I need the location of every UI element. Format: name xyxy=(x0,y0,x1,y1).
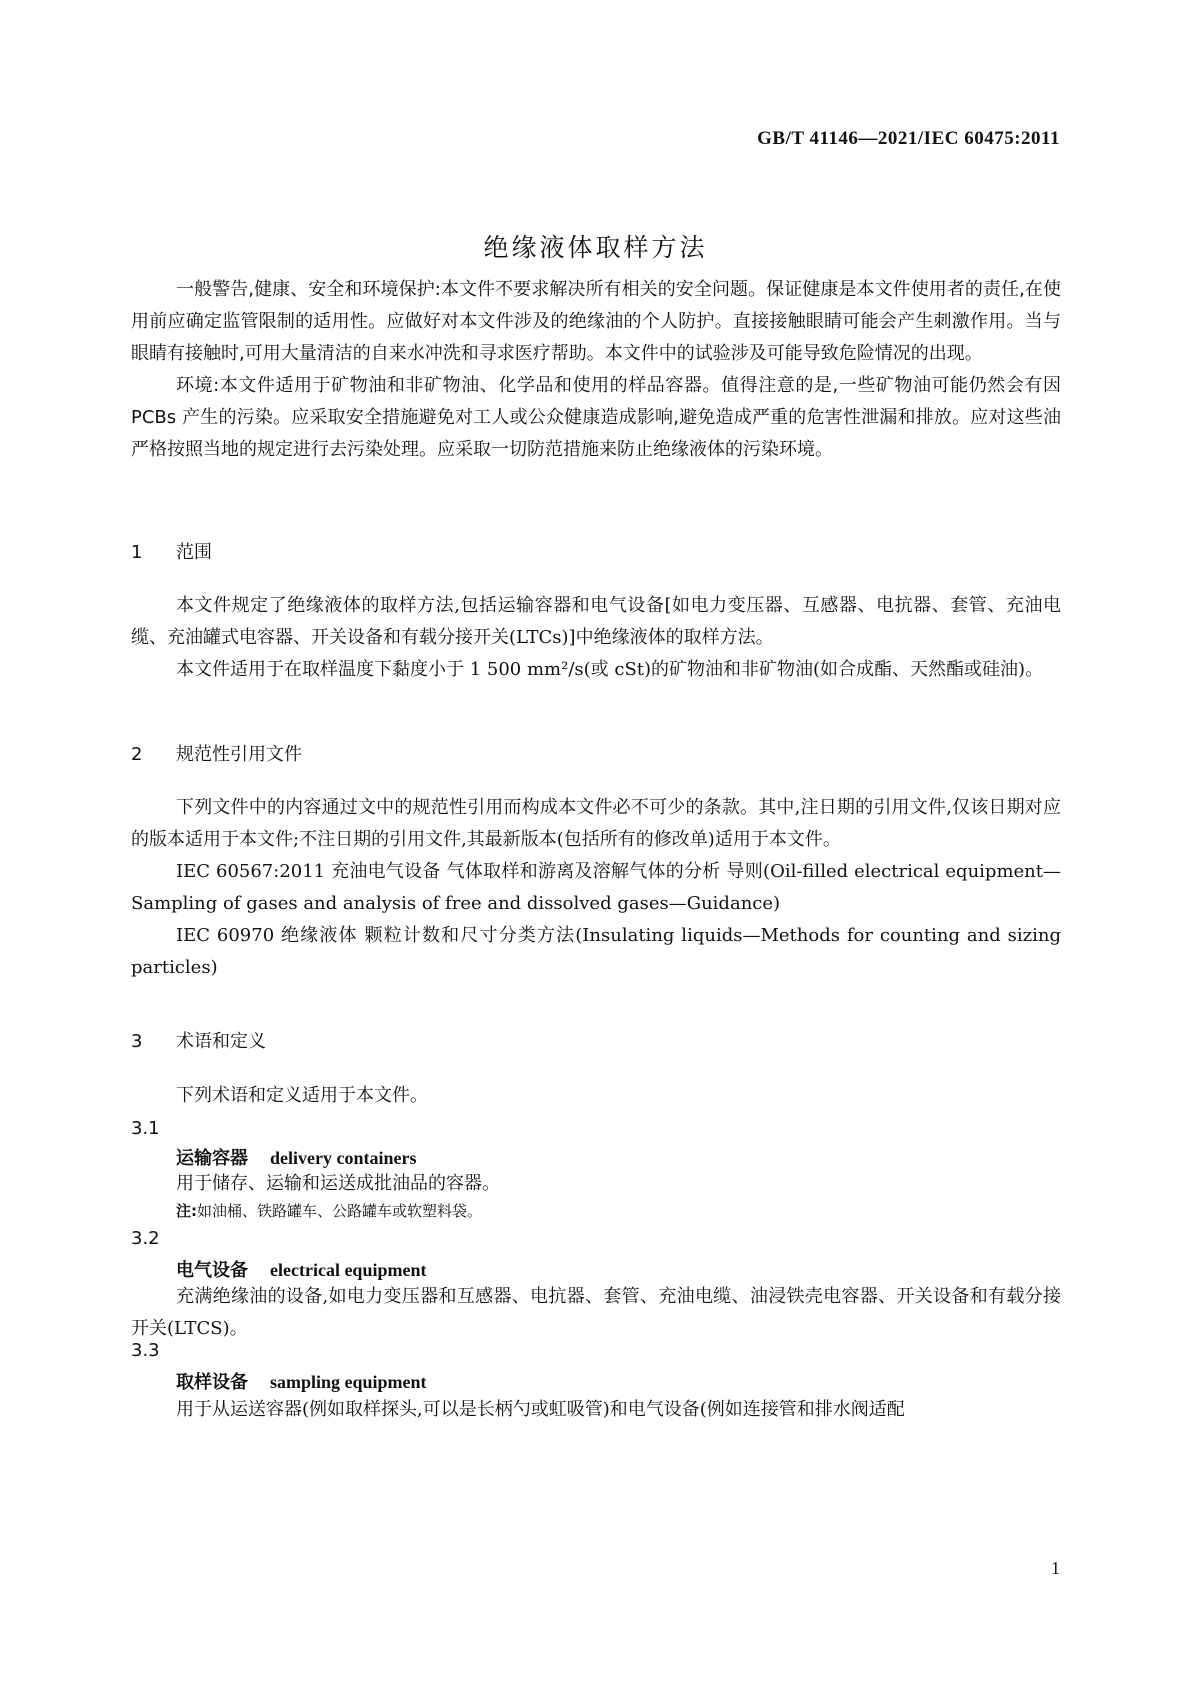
term-en: delivery containers xyxy=(270,1148,417,1168)
references-block xyxy=(131,792,1061,984)
reference-iec-60970: IEC 60970 绝缘液体 颗粒计数和尺寸分类方法(Insulating liquids—Methods for counting and sizing particles) xyxy=(131,925,1061,978)
term-number-3-1: 3.1 xyxy=(131,1118,160,1139)
term-number-3-3: 3.3 xyxy=(131,1340,160,1361)
warning-block xyxy=(131,274,1061,466)
term-note xyxy=(176,1200,482,1221)
term-en: electrical equipment xyxy=(270,1260,427,1280)
section-heading-scope xyxy=(131,538,212,564)
term-electrical-equipment xyxy=(176,1256,426,1282)
term-number-3-2: 3.2 xyxy=(131,1228,160,1249)
term-definition: 用于从运送容器(例如取样探头,可以是长柄勺或虹吸管)和电气设备(例如连接管和排水阀适配 xyxy=(176,1399,905,1420)
term-sampling-equipment xyxy=(176,1368,427,1394)
section-number: 3 xyxy=(131,1031,143,1052)
scope-block xyxy=(131,590,1061,686)
term-zh: 取样设备 xyxy=(176,1372,248,1393)
term-zh: 电气设备 xyxy=(176,1260,248,1281)
note-text: 如油桶、铁路罐车、公路罐车或软塑料袋。 xyxy=(197,1202,483,1220)
section-number: 1 xyxy=(131,542,143,563)
term-definition: 充满绝缘油的设备,如电力变压器和互感器、电抗器、套管、充油电缆、油浸铁壳电容器、开关设备和有载分接开关(LTCS)。 xyxy=(131,1286,1061,1339)
reference-iec-60567: IEC 60567:2011 充油电气设备 气体取样和游离及溶解气体的分析 导则(Oil-filled electrical equipment—Sampling of gases and analysis of free and dissolved gases—Guidance) xyxy=(131,861,1061,914)
section-heading-terms xyxy=(131,1027,266,1053)
section-title: 规范性引用文件 xyxy=(176,744,302,765)
standard-code: GB/T 41146—2021/IEC 60475:2011 xyxy=(757,128,1060,149)
environment-paragraph: 环境:本文件适用于矿物油和非矿物油、化学品和使用的样品容器。值得注意的是,一些矿物油可能仍然会有因 PCBs 产生的污染。应采取安全措施避免对工人或公众健康造成影响,避免造成严重的危害性泄漏和排放。应对这些油严格按照当地的规定进行去污染处理。应采取一切防范措施来防止绝缘液体的污染环境。 xyxy=(131,375,1061,460)
general-warning-paragraph: 一般警告,健康、安全和环境保护:本文件不要求解决所有相关的安全问题。保证健康是本文件使用者的责任,在使用前应确定监管限制的适用性。应做好对本文件涉及的绝缘油的个人防护。直接接触眼睛可能会产生刺激作用。当与眼睛有接触时,可用大量清洁的自来水冲洗和寻求医疗帮助。本文件中的试验涉及可能导致危险情况的出现。 xyxy=(131,279,1061,364)
term-zh: 运输容器 xyxy=(176,1148,248,1169)
section-title: 术语和定义 xyxy=(176,1031,266,1052)
term-definition: 用于储存、运输和运送成批油品的容器。 xyxy=(176,1173,500,1194)
document-title: 绝缘液体取样方法 xyxy=(483,233,708,262)
references-intro-paragraph: 下列文件中的内容通过文中的规范性引用而构成本文件必不可少的条款。其中,注日期的引用文件,仅该日期对应的版本适用于本文件;不注日期的引用文件,其最新版本(包括所有的修改单)适用于本文件。 xyxy=(131,797,1061,850)
section-heading-normative-references xyxy=(131,740,302,766)
term-delivery-containers xyxy=(176,1144,416,1170)
terms-intro-paragraph: 下列术语和定义适用于本文件。 xyxy=(176,1085,428,1106)
page-number: 1 xyxy=(1051,1558,1060,1578)
note-label: 注: xyxy=(176,1202,197,1220)
section-number: 2 xyxy=(131,744,143,765)
term-en: sampling equipment xyxy=(270,1372,427,1392)
section-title: 范围 xyxy=(176,542,212,563)
terms-intro xyxy=(131,1080,1061,1112)
scope-paragraph-1: 本文件规定了绝缘液体的取样方法,包括运输容器和电气设备[如电力变压器、互感器、电抗器、套管、充油电缆、充油罐式电容器、开关设备和有载分接开关(LTCs)]中绝缘液体的取样方法。 xyxy=(131,595,1061,648)
scope-paragraph-2: 本文件适用于在取样温度下黏度小于 1 500 mm²/s(或 cSt)的矿物油和非矿物油(如合成酯、天然酯或硅油)。 xyxy=(176,659,1044,680)
